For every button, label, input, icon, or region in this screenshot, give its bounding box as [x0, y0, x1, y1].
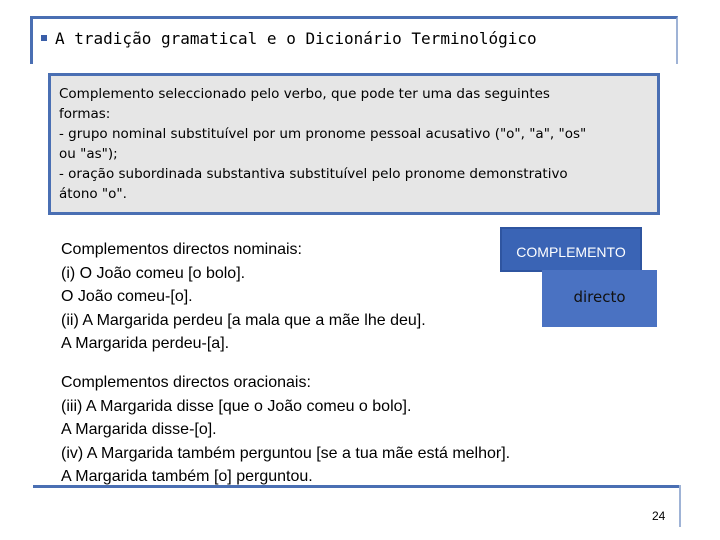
slide-title-bar	[30, 16, 678, 64]
definition-line: - grupo nominal substituível por um pronome pessoal acusativo ("o", "a", "os"	[59, 126, 587, 142]
square-bullet-icon	[41, 35, 47, 41]
complemento-badge	[500, 227, 642, 272]
example-line: O João comeu-[o].	[61, 288, 193, 305]
definition-line: ou "as");	[59, 146, 118, 162]
definition-line: átono "o".	[59, 186, 127, 202]
example-line: (iii) A Margarida disse [que o João comeu o bolo].	[61, 397, 412, 415]
definition-line: Complemento seleccionado pelo verbo, que pode ter uma das seguintes	[59, 86, 550, 102]
definition-box	[48, 73, 660, 215]
complemento-label: COMPLEMENTO	[516, 244, 626, 260]
nominal-examples	[61, 238, 426, 356]
example-line: (ii) A Margarida perdeu [a mala que a mãe lhe deu].	[61, 311, 426, 329]
definition-line: formas:	[59, 106, 111, 122]
example-line: (iv) A Margarida também perguntou [se a tua mãe está melhor].	[61, 444, 511, 462]
example-line: A Margarida disse-[o].	[61, 421, 217, 438]
slide-title: A tradição gramatical e o Dicionário Terminológico	[55, 29, 537, 48]
oracional-heading: Complementos directos oracionais:	[61, 374, 311, 391]
definition-line: - oração subordinada substantiva substituível pelo pronome demonstrativo	[59, 166, 568, 182]
nominal-heading: Complementos directos nominais:	[61, 241, 302, 258]
bottom-frame-rule	[33, 485, 681, 488]
right-frame-rule	[679, 485, 681, 527]
example-line: A Margarida também [o] perguntou.	[61, 468, 313, 485]
directo-badge	[542, 270, 657, 327]
example-line: (i) O João comeu [o bolo].	[61, 264, 246, 282]
directo-label: directo	[573, 288, 626, 306]
page-number: 24	[652, 509, 666, 523]
oracional-examples	[61, 371, 510, 489]
example-line: A Margarida perdeu-[a].	[61, 335, 230, 352]
